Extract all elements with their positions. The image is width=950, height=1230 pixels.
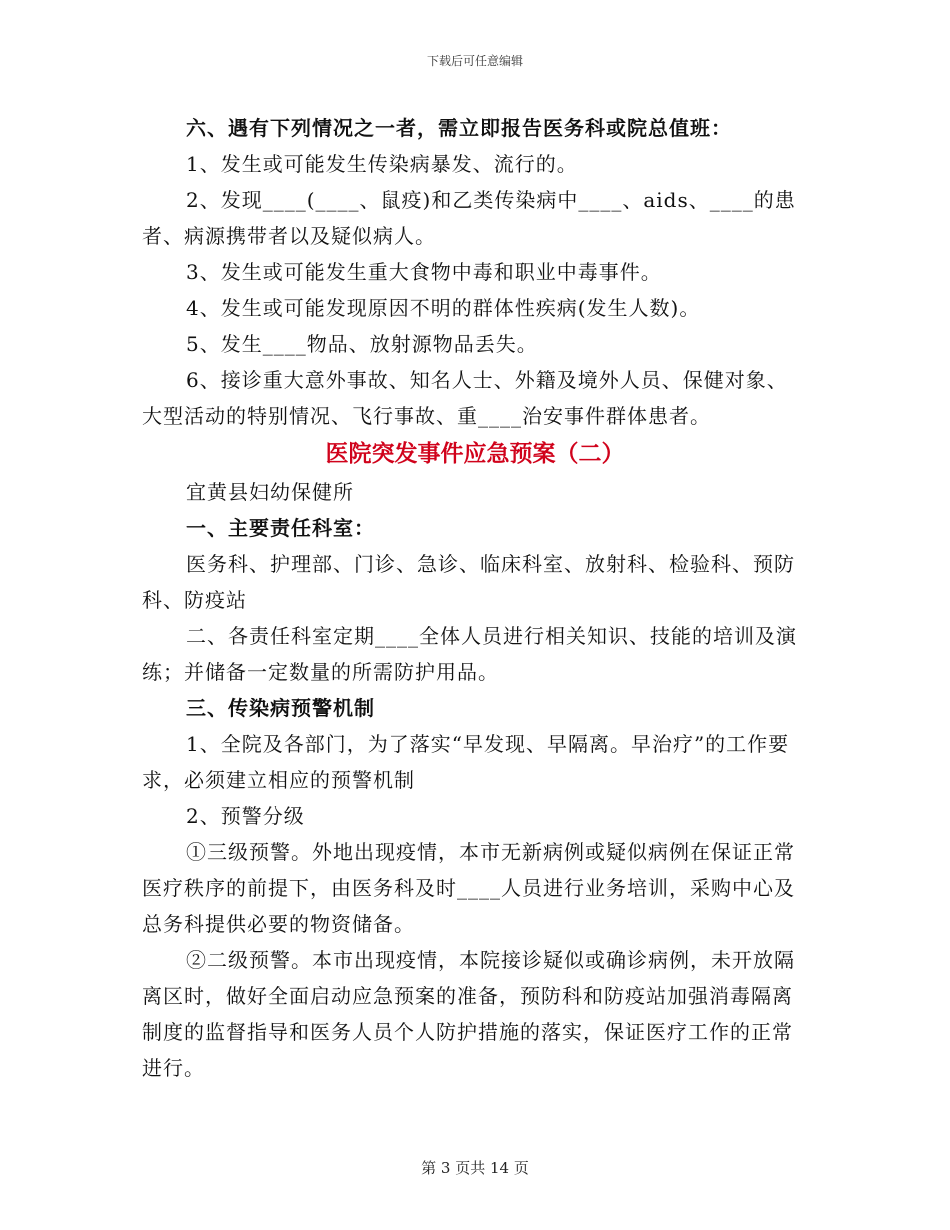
section-1-heading: 一、主要责任科室： (186, 516, 375, 540)
section-3-heading: 三、传染病预警机制 (186, 696, 375, 720)
plan-title: 医院突发事件应急预案（二） (325, 441, 625, 467)
document-body (142, 110, 808, 1086)
section-6-item-5: 5、发生____物品、放射源物品丢失。 (186, 332, 538, 356)
warning-level-3: ①三级预警。外地出现疫情，本市无新病例或疑似病例在保证正常医疗秩序的前提下，由医务科及时____人员进行业务培训，采购中心及总务科提供必要的物资储备。 (142, 840, 795, 936)
section-6-item-2: 2、发现____(____、鼠疫)和乙类传染病中____、aids、____的患者、病源携带者以及疑似病人。 (142, 188, 796, 248)
organization-name: 宜黄县妇幼保健所 (186, 480, 354, 504)
page-header: 下载后可任意编辑 (426, 54, 523, 68)
page-footer: 第 3 页共 14 页 (421, 1159, 529, 1177)
section-6-item-3: 3、发生或可能发生重大食物中毒和职业中毒事件。 (186, 260, 662, 284)
warning-level-2: ②二级预警。本市出现疫情，本院接诊疑似或确诊病例，未开放隔离区时，做好全面启动应急预案的准备，预防科和防疫站加强消毒隔离制度的监督指导和医务人员个人防护措施的落实，保证医疗工作的正常进行。 (142, 948, 795, 1080)
section-6-item-4: 4、发生或可能发现原因不明的群体性疾病(发生人数)。 (186, 296, 701, 320)
section-3-item-1: 1、全院及各部门，为了落实“早发现、早隔离。早治疗”的工作要求，必须建立相应的预警机制 (142, 732, 790, 792)
section-6-item-1: 1、发生或可能发生传染病暴发、流行的。 (186, 152, 578, 176)
section-3-item-2: 2、预警分级 (186, 804, 305, 828)
section-6-item-6: 6、接诊重大意外事故、知名人士、外籍及境外人员、保健对象、大型活动的特别情况、飞行事故、重____治安事件群体患者。 (142, 368, 788, 428)
section-6-heading: 六、遇有下列情况之一者，需立即报告医务科或院总值班： (186, 116, 732, 140)
section-1-body: 医务科、护理部、门诊、急诊、临床科室、放射科、检验科、预防科、防疫站 (142, 552, 795, 612)
section-2-body: 二、各责任科室定期____全体人员进行相关知识、技能的培训及演练；并储备一定数量的所需防护用品。 (142, 624, 797, 684)
